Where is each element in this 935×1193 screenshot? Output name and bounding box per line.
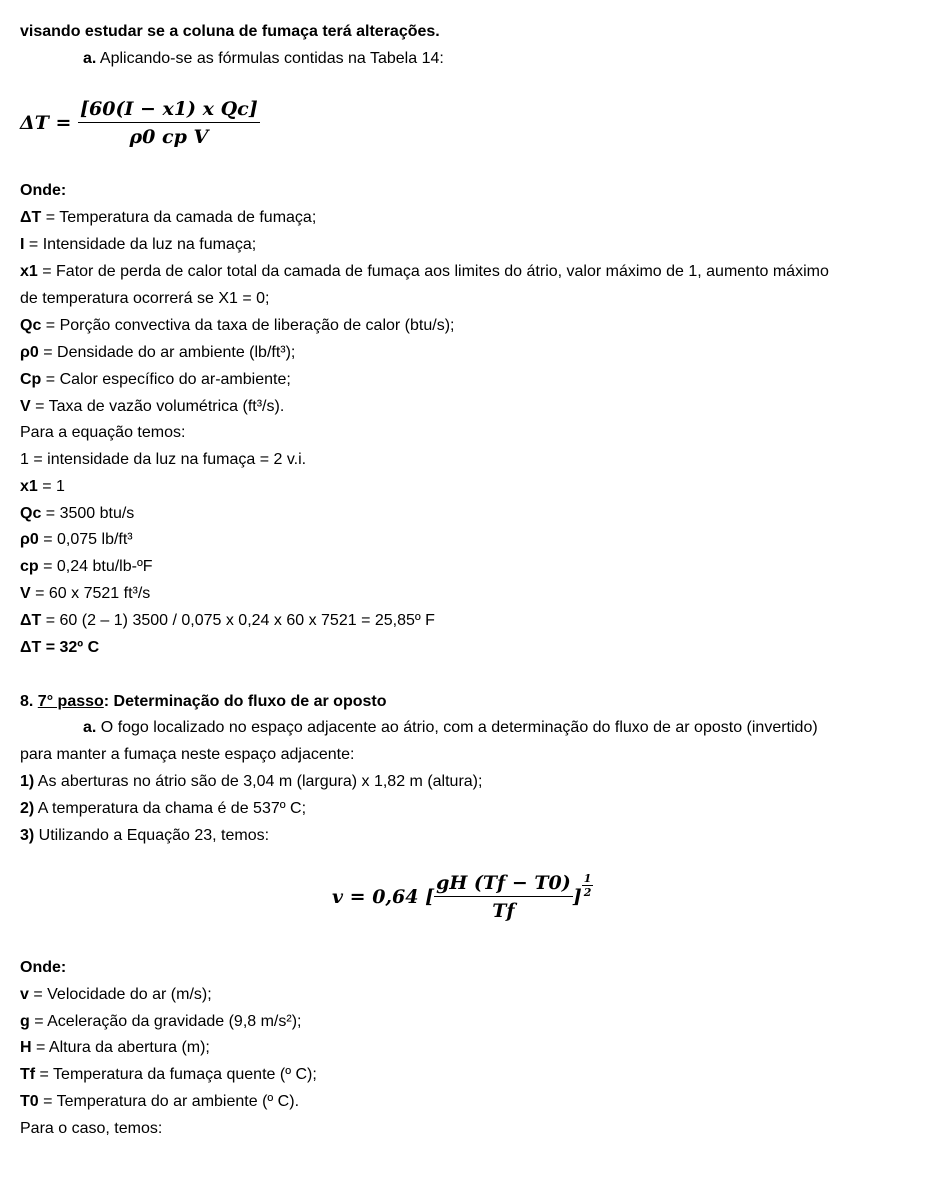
equation-intro: Para a equação temos: (20, 424, 186, 441)
step-a-marker: a. (83, 50, 97, 67)
definition-line: x1 = Fator de perda de calor total da camada de fumaça aos limites do átrio, valor máximo de 1, aumento máximo (20, 263, 829, 280)
formula-numerator: gH (Tf − T0) (434, 872, 573, 897)
definition-line: de temperatura ocorrerá se X1 = 0; (20, 290, 270, 307)
step-a-text-continued: para manter a fumaça neste espaço adjacente: (20, 746, 355, 763)
definition-line: I = Intensidade da luz na fumaça; (20, 236, 257, 253)
definition-line: V = Taxa de vazão volumétrica (ft³/s). (20, 398, 285, 415)
value-line: ΔT = 60 (2 – 1) 3500 / 0,075 x 0,24 x 60 x 7521 = 25,85º F (20, 612, 435, 629)
formula-velocity (332, 872, 593, 922)
formula-denominator: ρ0 cp V (129, 126, 209, 148)
definition-line: T0 = Temperatura do ar ambiente (º C). (20, 1093, 300, 1110)
formula-numerator: [60(I − x1) x Qc] (78, 98, 260, 123)
step-a-line (83, 49, 444, 69)
where-label-1: Onde: (20, 182, 67, 199)
definition-line: Tf = Temperatura da fumaça quente (º C); (20, 1066, 317, 1083)
step-a-text: Aplicando-se as fórmulas contidas na Tabela 14: (99, 50, 444, 67)
definition-line: Qc = Porção convectiva da taxa de liberação de calor (btu/s); (20, 317, 455, 334)
case-intro: Para o caso, temos: (20, 1120, 163, 1137)
formula-lhs: v = 0,64 [ (332, 886, 435, 908)
step-a-line-2 (83, 718, 818, 738)
value-line: V = 60 x 7521 ft³/s (20, 585, 151, 602)
step-a-marker: a. (83, 719, 97, 736)
formula-delta-t (20, 98, 260, 148)
value-line: 1 = intensidade da luz na fumaça = 2 v.i. (20, 451, 307, 468)
step-a-text: O fogo localizado no espaço adjacente ao átrio, com a determinação do fluxo de ar oposto (invertido) (100, 719, 818, 736)
definition-line: Cp = Calor específico do ar-ambiente; (20, 371, 291, 388)
result-line: ΔT = 32º C (20, 639, 100, 656)
step-label: 7° passo (37, 693, 104, 710)
value-line: x1 = 1 (20, 478, 65, 495)
intro-text: visando estudar se a coluna de fumaça terá alterações. (20, 23, 440, 40)
definition-line: H = Altura da abertura (m); (20, 1039, 210, 1056)
value-line: Qc = 3500 btu/s (20, 505, 135, 522)
numbered-item: 3) Utilizando a Equação 23, temos: (20, 827, 270, 844)
value-line: cp = 0,24 btu/lb-ºF (20, 558, 153, 575)
value-line: ρ0 = 0,075 lb/ft³ (20, 531, 133, 548)
formula-lhs: ΔT = (20, 112, 72, 134)
formula-close-bracket: ] (572, 886, 582, 908)
where-label-2: Onde: (20, 959, 67, 976)
definition-line: g = Aceleração da gravidade (9,8 m/s²); (20, 1013, 302, 1030)
definition-line: ρ0 = Densidade do ar ambiente (lb/ft³); (20, 344, 296, 361)
definition-line: v = Velocidade do ar (m/s); (20, 986, 212, 1003)
formula-exponent: $\frac{1}{2}$ (583, 872, 592, 899)
formula-fraction (434, 872, 573, 922)
formula-denominator: Tf (492, 900, 515, 922)
section-heading: 8. 7° passo: Determinação do fluxo de ar oposto (20, 693, 387, 710)
definition-line: ΔT = Temperatura da camada de fumaça; (20, 209, 317, 226)
numbered-item: 2) A temperatura da chama é de 537º C; (20, 800, 307, 817)
formula-fraction (78, 98, 260, 148)
numbered-item: 1) As aberturas no átrio são de 3,04 m (largura) x 1,82 m (altura); (20, 773, 483, 790)
